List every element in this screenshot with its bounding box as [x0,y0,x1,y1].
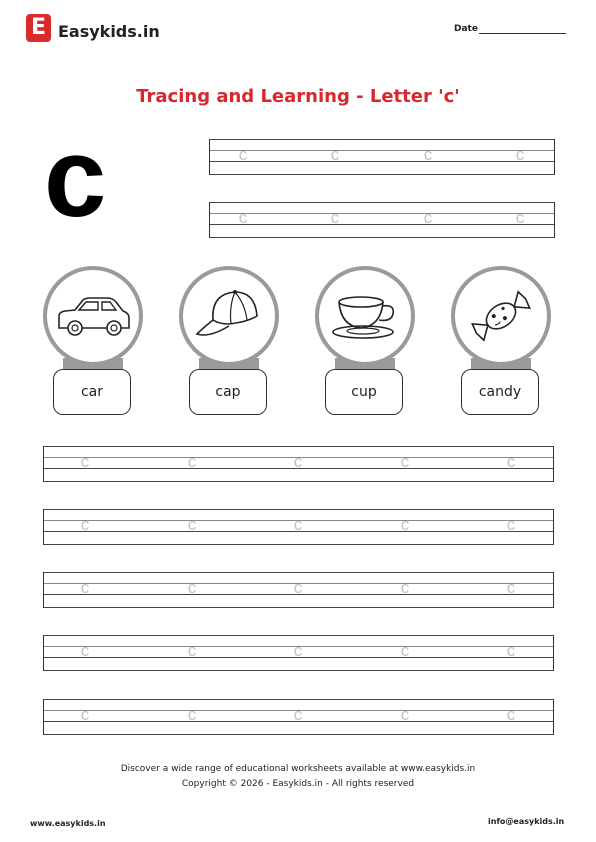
trace-letter: c [506,705,516,724]
big-letter: c [44,115,107,240]
trace-letter: c [400,578,410,597]
trace-letter: c [80,641,90,660]
trace-letter: c [293,515,303,534]
trace-letter: c [423,208,433,227]
trace-letter: c [293,578,303,597]
trace-letter: c [293,705,303,724]
trace-letter: c [293,452,303,471]
card-cap [179,266,279,421]
logo-badge: E [26,14,51,42]
trace-line[interactable] [43,572,554,608]
trace-letter: c [80,705,90,724]
trace-letter: c [238,208,248,227]
card-candy [451,266,551,421]
trace-letter: c [330,145,340,164]
date-label: Date [454,24,478,34]
card-cup [315,266,415,421]
trace-letter: c [80,515,90,534]
trace-letter: c [506,515,516,534]
footer-email-link[interactable]: info@easykids.in [488,817,565,826]
trace-letter: c [187,641,197,660]
trace-letter: c [400,641,410,660]
footer-website-link[interactable]: www.easykids.in [30,819,106,828]
card-car [43,266,143,421]
trace-letter: c [238,145,248,164]
trace-letter: c [506,641,516,660]
word-label: cup [325,369,403,415]
trace-line[interactable] [43,635,554,671]
brand-name: Easykids.in [58,22,160,41]
cup-icon [325,276,405,356]
trace-letter: c [187,452,197,471]
trace-line[interactable] [43,509,554,545]
footer-promo: Discover a wide range of educational worksheets available at www.easykids.in [120,764,476,774]
trace-letter: c [293,641,303,660]
trace-letter: c [80,452,90,471]
cap-icon [189,276,269,356]
trace-letter: c [423,145,433,164]
trace-letter: c [506,452,516,471]
trace-letter: c [506,578,516,597]
trace-letter: c [400,705,410,724]
word-label: candy [461,369,539,415]
trace-line[interactable] [209,139,555,175]
trace-line[interactable] [43,699,554,735]
trace-letter: c [400,452,410,471]
trace-letter: c [330,208,340,227]
trace-letter: c [80,578,90,597]
word-label: cap [189,369,267,415]
trace-letter: c [515,145,525,164]
page-title: Tracing and Learning - Letter 'c' [136,86,460,107]
trace-letter: c [187,578,197,597]
date-field[interactable] [479,33,566,34]
trace-letter: c [515,208,525,227]
footer-copyright: Copyright © 2026 - Easykids.in - All rights reserved [181,779,415,789]
trace-letter: c [187,705,197,724]
trace-line[interactable] [209,202,555,238]
trace-letter: c [187,515,197,534]
trace-line[interactable] [43,446,554,482]
word-label: car [53,369,131,415]
car-icon [53,276,133,356]
trace-letter: c [400,515,410,534]
candy-icon [461,276,541,356]
